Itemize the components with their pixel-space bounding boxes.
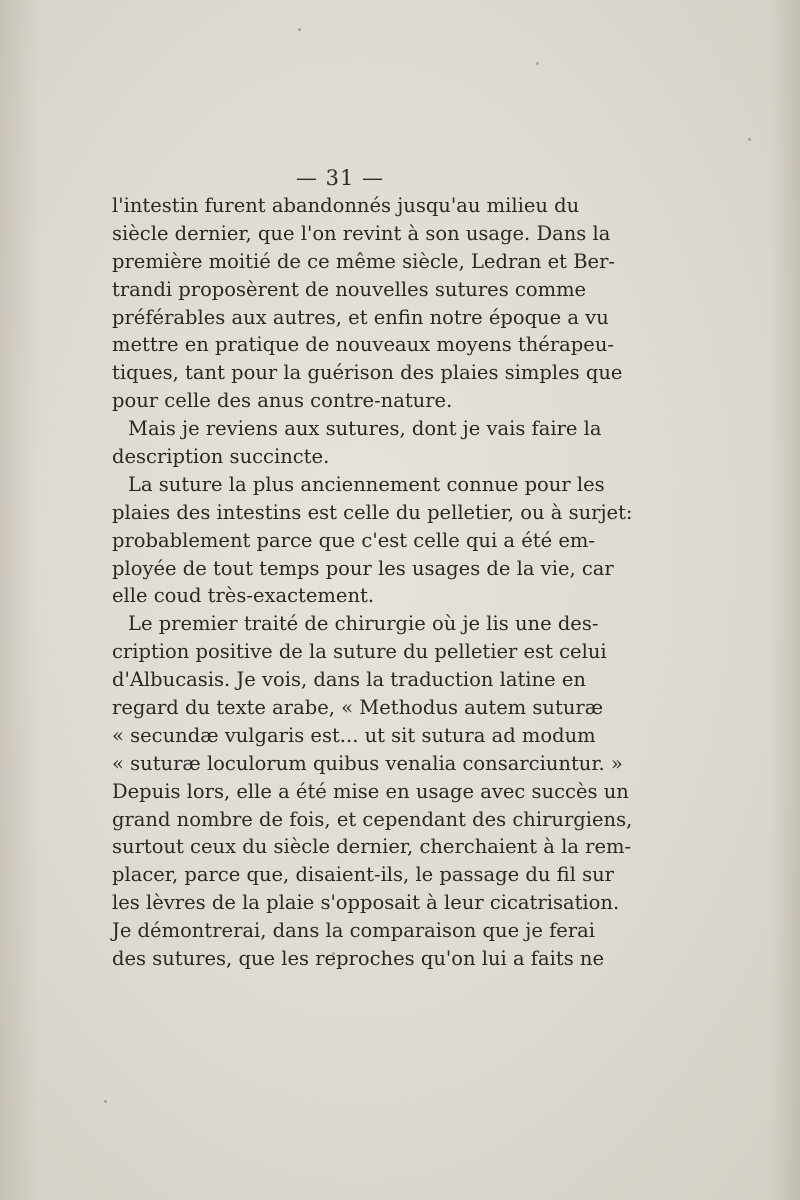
text-line: probablement parce que c'est celle qui a été em-	[112, 528, 595, 552]
text-line: les lèvres de la plaie s'opposait à leur cicatrisation.	[112, 891, 620, 915]
paper-speck	[298, 28, 301, 31]
page-edge-shadow	[770, 0, 800, 1200]
text-line: tiques, tant pour la guérison des plaies simples que	[112, 361, 623, 385]
text-line: description succincte.	[112, 445, 330, 469]
text-line: placer, parce que, disaient-ils, le passage du fil sur	[112, 863, 614, 887]
text-line: regard du texte arabe, « Methodus autem suturæ	[112, 696, 604, 720]
text-line: plaies des intestins est celle du pelletier, ou à surjet:	[112, 500, 633, 524]
paper-speck	[748, 138, 751, 141]
text-line: des sutures, que les reproches qu'on lui a faits ne	[112, 947, 605, 971]
text-line: mettre en pratique de nouveaux moyens thérapeu-	[112, 333, 614, 357]
text-line: Mais je reviens aux sutures, dont je vais faire la	[128, 417, 602, 441]
text-line: l'intestin furent abandonnés jusqu'au milieu du	[112, 194, 580, 217]
page-number: — 31 —	[295, 166, 385, 190]
text-line: ployée de tout temps pour les usages de la vie, car	[112, 556, 614, 580]
text-line: La suture la plus anciennement connue pour les	[128, 472, 605, 496]
text-line: « secundæ vulgaris est... ut sit sutura ad modum	[112, 723, 596, 747]
text-line: Le premier traité de chirurgie où je lis une des-	[128, 612, 599, 636]
text-line: elle coud très-exactement.	[112, 584, 375, 608]
paper-speck	[536, 62, 539, 65]
text-line: Je démontrerai, dans la comparaison que je ferai	[112, 919, 596, 943]
text-line: d'Albucasis. Je vois, dans la traduction latine en	[112, 668, 586, 692]
text-line: préférables aux autres, et enfin notre époque a vu	[112, 305, 609, 329]
text-line: « suturæ loculorum quibus venalia consarciuntur. »	[112, 751, 623, 775]
text-line: première moitié de ce même siècle, Ledran et Ber-	[112, 249, 616, 273]
text-line: Depuis lors, elle a été mise en usage avec succès un	[112, 779, 629, 803]
text-line: pour celle des anus contre-nature.	[112, 389, 453, 413]
text-line: trandi proposèrent de nouvelles sutures comme	[112, 277, 587, 301]
body-text	[112, 192, 633, 973]
text-line: siècle dernier, que l'on revint à son usage. Dans la	[112, 221, 611, 245]
text-line: cription positive de la suture du pelletier est celui	[112, 640, 607, 664]
text-line: surtout ceux du siècle dernier, cherchaient à la rem-	[112, 835, 632, 859]
text-line: grand nombre de fois, et cependant des chirurgiens,	[112, 807, 633, 831]
paper-speck	[104, 1100, 107, 1103]
